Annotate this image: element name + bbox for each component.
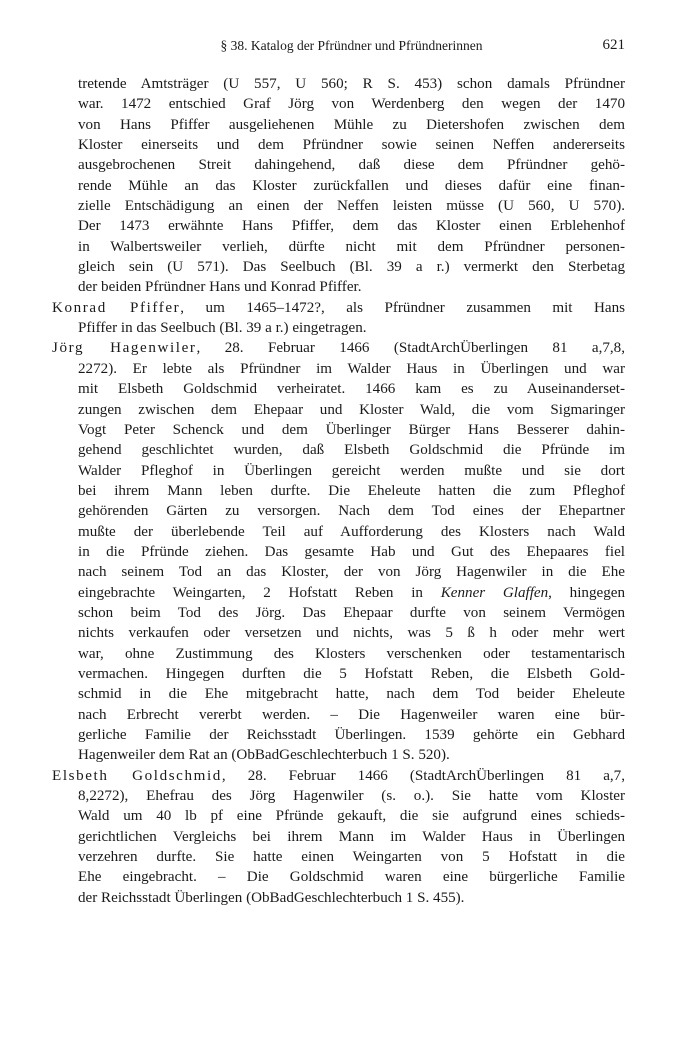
text-line [52, 440, 625, 460]
running-header [78, 38, 625, 58]
text-segment: , 28. Februar 1466 (StadtArchÜberlingen 81 a,7, [221, 767, 626, 784]
text-line [52, 623, 625, 643]
text-line [52, 277, 625, 297]
text-segment: schmid in die Ehe mitgebracht hatte, nach dem Tod beider Eheleute [78, 686, 625, 703]
text-segment: Ehe eingebracht. – Die Goldschmid waren eine bürgerliche Familie [78, 869, 625, 886]
place-name: Kenner Glaffen [440, 584, 549, 601]
text-line [52, 237, 625, 257]
text-segment: gehend geschlichtet wurden, daß Elsbeth Goldschmid die Pfründe im [78, 442, 625, 459]
text-line [52, 888, 625, 908]
text-line [52, 461, 625, 481]
text-line [52, 603, 625, 623]
text-line [52, 359, 625, 379]
text-segment: mußte der überlebende Teil auf Aufforderung des Klosters nach Wald [78, 523, 625, 540]
text-line [52, 257, 625, 277]
text-segment: von Hans Pfiffer ausgeliehenen Mühle zu Dietershofen zwischen dem [78, 116, 625, 133]
text-segment: eingebrachte Weingarten, 2 Hofstatt Reben in [78, 584, 441, 601]
text-line [52, 420, 625, 440]
text-line [52, 400, 625, 420]
running-header-title: § 38. Katalog der Pfründner und Pfründnerinnen [220, 38, 483, 53]
text-segment: , 28. Februar 1466 (StadtArchÜberlingen 81 a,7,8, [196, 340, 625, 357]
text-line [52, 176, 625, 196]
text-line [52, 684, 625, 704]
text-line [52, 705, 625, 725]
text-segment: ausgebrochenen Streit dahingehend, daß diese dem Pfründner gehö- [78, 157, 625, 174]
text-segment: gleich sein (U 571). Das Seelbuch (Bl. 39 a r.) vermerkt den Sterbetag [78, 259, 625, 276]
text-line [52, 196, 625, 216]
text-segment: der Reichsstadt Überlingen (ObBadGeschlechterbuch 1 S. 455). [78, 889, 465, 906]
text-line [52, 135, 625, 155]
text-line [52, 522, 625, 542]
text-segment: Hagenweiler dem Rat an (ObBadGeschlechterbuch 1 S. 520). [78, 747, 450, 764]
text-segment: nach seinem Tod an das Kloster, der von Jörg Hagenwiler in die Ehe [78, 564, 625, 581]
text-line [52, 216, 625, 236]
text-line [52, 786, 625, 806]
text-line [52, 847, 625, 867]
text-line [52, 298, 625, 318]
text-segment: in die Pfründe ziehen. Das gesamte Hab und Gut des Ehepaares fiel [78, 543, 625, 560]
text-line [52, 481, 625, 501]
text-line [52, 115, 625, 135]
text-segment: gerliche Familie der Reichsstadt Überlingen. 1539 gehörte ein Gebhard [78, 727, 625, 743]
text-segment: rende Mühle an das Kloster zurückfallen und dieses dafür eine finan- [78, 177, 625, 194]
text-segment: zielle Entschädigung an einen der Neffen leisten müsse (U 560, U 570). [78, 198, 625, 215]
text-line [52, 94, 625, 114]
text-line [52, 745, 625, 765]
catalog-text [52, 74, 625, 908]
entry-name: Konrad Pfiffer [52, 299, 181, 316]
text-line [52, 562, 625, 582]
text-segment: nach Erbrecht vererbt werden. – Die Hagenweiler waren eine bür- [78, 706, 625, 723]
page-number: 621 [602, 37, 625, 53]
text-segment: vermachen. Hingegen durften die 5 Hofstatt Reben, die Elsbeth Gold- [78, 665, 625, 682]
text-line [52, 583, 625, 603]
text-segment: Pfiffer in das Seelbuch (Bl. 39 a r.) eingetragen. [78, 320, 367, 337]
text-line [52, 766, 625, 786]
text-segment: 8,2272), Ehefrau des Jörg Hagenwiler (s. o.). Sie hatte vom Kloster [78, 788, 625, 805]
text-segment: bei ihrem Mann leben durfte. Die Eheleute hatten die zum Pfleghof [78, 482, 625, 499]
text-segment: der beiden Pfründner Hans und Konrad Pfiffer. [78, 279, 362, 296]
text-line [52, 644, 625, 664]
text-segment: war, ohne Zustimmung des Klosters verschenken oder testamentarisch [78, 645, 625, 662]
text-line [52, 155, 625, 175]
text-line [52, 74, 625, 94]
text-segment: Vogt Peter Schenck und dem Überlinger Bürger Hans Besserer dahin- [78, 421, 625, 438]
text-segment: gerichtlichen Vergleichs bei ihrem Mann im Walder Haus in Überlingen [78, 828, 625, 845]
entry-name: Jörg Hagenwiler [52, 340, 197, 357]
text-segment: , hingegen [548, 584, 625, 601]
text-line [52, 867, 625, 887]
text-segment: schon beim Tod des Jörg. Das Ehepaar durfte von seinem Vermögen [78, 604, 625, 621]
text-line [52, 318, 625, 338]
text-segment: verzehren durfte. Sie hatte einen Weingarten von 5 Hofstatt in die [78, 849, 625, 866]
text-segment: tretende Amtsträger (U 557, U 560; R S. 453) schon damals Pfründner [78, 76, 625, 92]
text-line [52, 542, 625, 562]
text-line [52, 725, 625, 745]
text-line [52, 501, 625, 521]
text-segment: Der 1473 erwähnte Hans Pfiffer, dem das Kloster einen Erblehenhof [78, 218, 625, 235]
text-segment: mit Elsbeth Goldschmid verheiratet. 1466 kam es zu Auseinanderset- [78, 381, 625, 398]
text-segment: 2272). Er lebte als Pfründner im Walder Haus in Überlingen und war [78, 360, 625, 377]
text-segment: Walder Pfleghof in Überlingen gereicht werden mußte und sie dort [78, 462, 625, 479]
text-segment: Wald um 40 lb pf eine Pfründe gekauft, die sie aufgrund eines schieds- [78, 808, 625, 825]
text-segment: war. 1472 entschied Graf Jörg von Werdenberg den wegen der 1470 [78, 96, 625, 113]
text-line [52, 827, 625, 847]
entry-name: Elsbeth Goldschmid [52, 767, 222, 784]
text-line [52, 664, 625, 684]
text-segment: in Walbertsweiler verlieh, dürfte nicht mit dem Pfründner personen- [78, 238, 625, 255]
text-segment: zungen zwischen dem Ehepaar und Kloster Wald, die vom Sigmaringer [78, 401, 625, 418]
text-line [52, 379, 625, 399]
text-line [52, 806, 625, 826]
text-segment: gehörenden Gärten zu versorgen. Nach dem Tod eines der Ehepartner [78, 503, 625, 520]
text-line [52, 338, 625, 358]
text-segment: Kloster einerseits und dem Pfründner sowie seinen Neffen andererseits [78, 137, 625, 154]
text-segment: nichts verkaufen oder versetzen und nichts, was 5 ß h oder mehr wert [78, 625, 625, 642]
text-segment: , um 1465–1472?, als Pfründner zusammen mit Hans [180, 299, 625, 316]
